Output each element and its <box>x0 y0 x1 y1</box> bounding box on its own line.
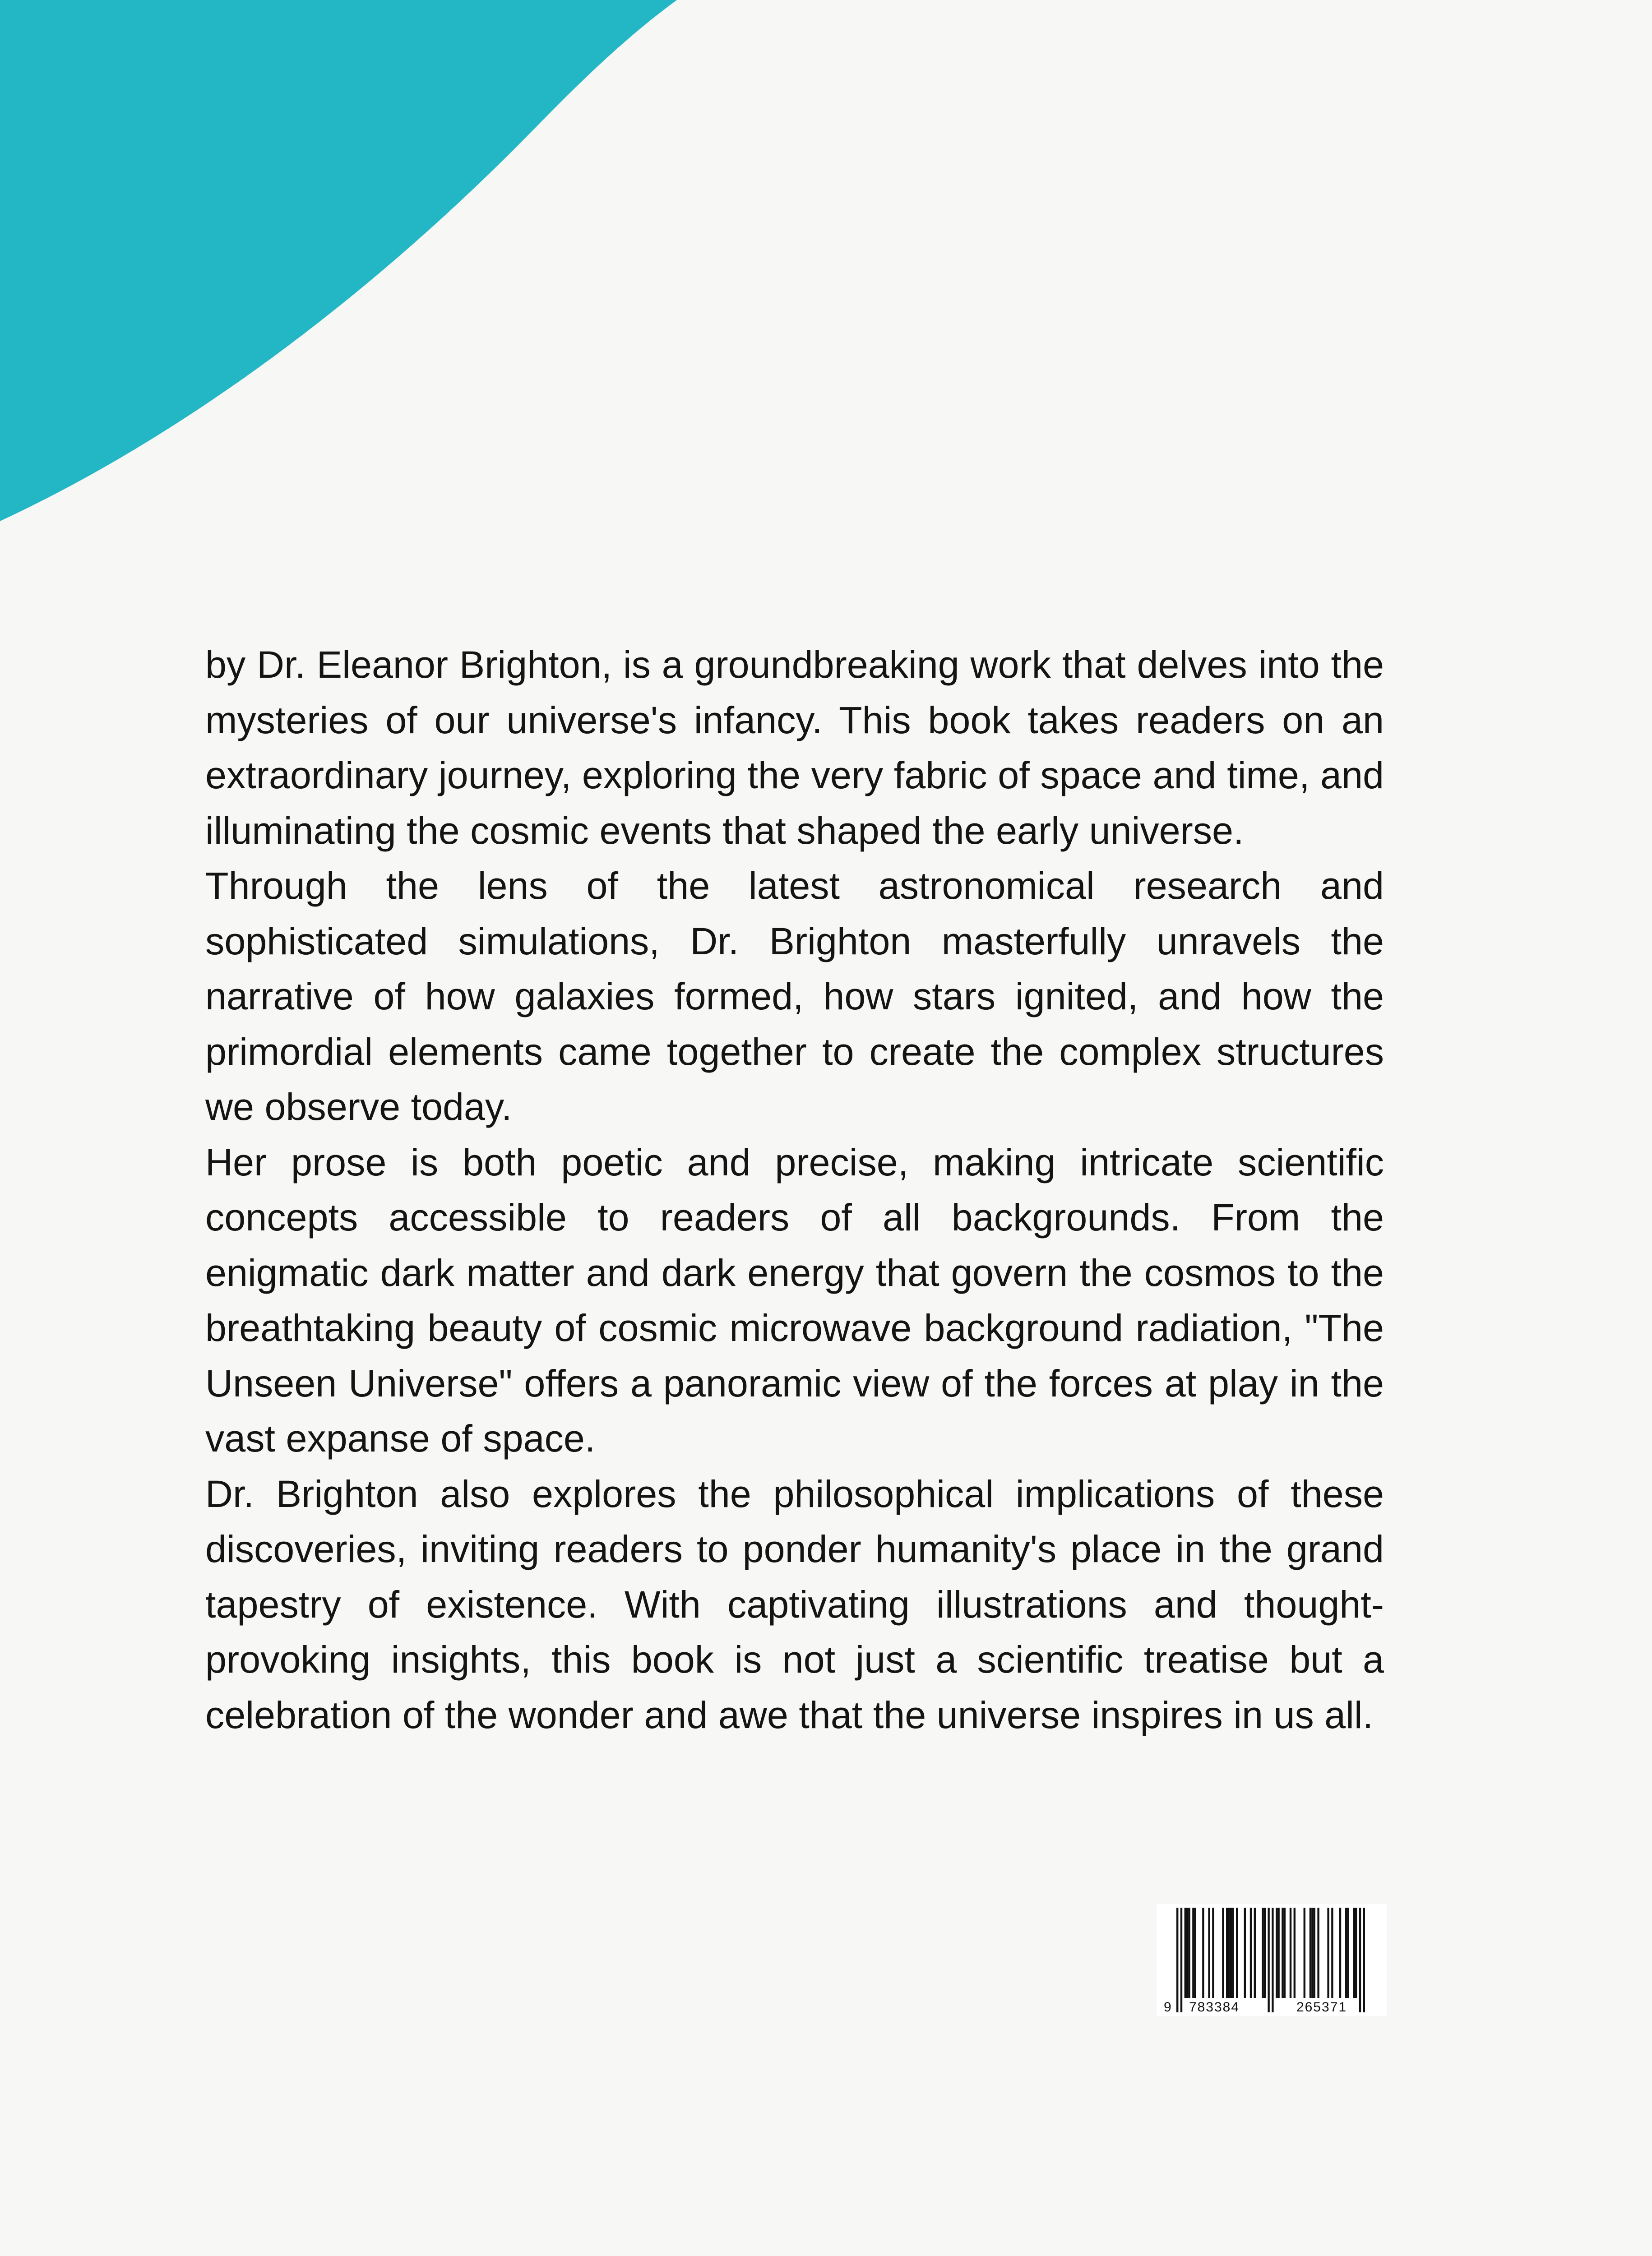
barcode-bar <box>1254 1908 1256 1998</box>
barcode-bar <box>1314 1908 1315 1998</box>
barcode-bar <box>1188 1908 1190 1998</box>
barcode-bar <box>1212 1908 1214 1998</box>
blurb-paragraph-1: by Dr. Eleanor Brighton, is a groundbreaking work that delves into the mysteries of our universe's infancy. This book takes readers on an extraordinary journey, exploring the very fabric of space and time, and illuminating the cosmic events that shaped the early universe. <box>205 643 1384 852</box>
blurb-paragraph-2: Through the lens of the latest astronomical research and sophisticated simulations, Dr. Brighton masterfully unravels the narrative of how galaxies formed, how stars ignited, and how the primordial elements came together to create the complex structures we observe today. <box>205 864 1384 1128</box>
barcode-bar <box>1192 1908 1194 1998</box>
barcode-bar <box>1236 1908 1238 1998</box>
barcode-bar <box>1355 1908 1357 1998</box>
barcode-lead-digit: 9 <box>1164 2000 1171 2015</box>
barcode-bar <box>1194 1908 1196 1998</box>
barcode-guard-bar <box>1272 1908 1273 2012</box>
barcode-guard-bar <box>1359 1908 1361 2012</box>
barcode-bar <box>1290 1908 1291 1998</box>
barcode-bar <box>1230 1908 1232 1998</box>
barcode-guard-bar <box>1268 1908 1269 2012</box>
barcode-bar <box>1185 1908 1186 1998</box>
blurb-paragraph-4: Dr. Brighton also explores the philosophical implications of these discoveries, inviting readers to ponder humanity's place in the grand tapestry of existence. With captivating illustrations and thought-provoking insights, this book is not just a scientific treatise but a celebration of the wonder and awe that the universe inspires in us all. <box>205 1472 1384 1736</box>
barcode-bar <box>1276 1908 1277 1998</box>
barcode-guard-bar <box>1180 1908 1182 2012</box>
barcode-bar <box>1244 1908 1246 1998</box>
barcode-bar <box>1232 1908 1234 1998</box>
barcode-bar <box>1222 1908 1224 1998</box>
barcode-bar <box>1311 1908 1313 1998</box>
barcode-left-digits: 783384 <box>1189 2000 1240 2015</box>
barcode-bar <box>1250 1908 1252 1998</box>
barcode-bar <box>1264 1908 1266 1998</box>
barcode-bar <box>1186 1908 1188 1998</box>
barcode-bar <box>1347 1908 1349 1998</box>
barcode-bar <box>1327 1908 1329 1998</box>
barcode-bar <box>1262 1908 1263 1998</box>
teal-corner-wave <box>0 0 722 541</box>
blurb-paragraph-3: Her prose is both poetic and precise, making intricate scientific concepts accessible to readers of all backgrounds. From the enigmatic dark matter and dark energy that govern the cosmos to the breathtaking beauty of cosmic microwave background radiation, "The Unseen Universe" offers a panoramic view of the forces at play in the vast expanse of space. <box>205 1141 1384 1460</box>
barcode-bar <box>1202 1908 1204 1998</box>
barcode-bar <box>1317 1908 1319 1998</box>
barcode-bar <box>1284 1908 1286 1998</box>
barcode-bar <box>1282 1908 1283 1998</box>
barcode-bar <box>1226 1908 1228 1998</box>
barcode-bar <box>1339 1908 1341 1998</box>
barcode-bar <box>1208 1908 1210 1998</box>
barcode-right-digits: 265371 <box>1296 2000 1347 2015</box>
barcode-guard-bar <box>1176 1908 1178 2012</box>
back-cover-blurb <box>205 637 1384 1743</box>
barcode-bar <box>1353 1908 1355 1998</box>
barcode-bar <box>1294 1908 1296 1998</box>
barcode-bar <box>1228 1908 1230 1998</box>
barcode-bar <box>1277 1908 1279 1998</box>
barcode-bar <box>1345 1908 1347 1998</box>
isbn-barcode <box>1157 1904 1387 2016</box>
barcode-bar <box>1304 1908 1305 1998</box>
barcode-bar <box>1331 1908 1333 1998</box>
barcode-bar <box>1310 1908 1311 1998</box>
barcode-guard-bar <box>1363 1908 1365 2012</box>
